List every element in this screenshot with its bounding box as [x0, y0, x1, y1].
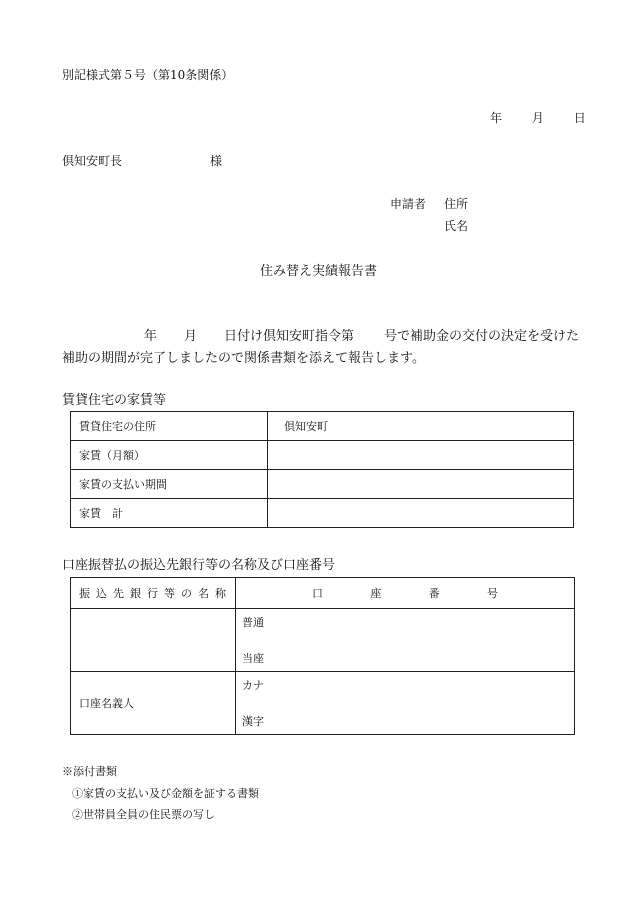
rent-row-label: 家賃（月額） [71, 441, 268, 470]
rent-row-label: 賃貸住宅の住所 [71, 412, 268, 441]
attachment-item: ②世帯員全員の住民票の写し [72, 808, 215, 821]
holder-name-cell [236, 672, 575, 735]
account-type-current: 当座 [242, 652, 264, 665]
honorific: 様 [210, 154, 223, 168]
bank-table [70, 577, 575, 735]
date-line [490, 109, 586, 126]
body-text-part1: 日付け倶知安町指令第 [224, 329, 355, 344]
rent-row [71, 412, 574, 441]
rent-row-value [268, 441, 574, 470]
body-text-line2: 補助の期間が完了しましたので関係書類を添えて報告します。 [62, 351, 425, 366]
rent-row-label: 家賃 計 [71, 499, 268, 528]
rent-row [71, 499, 574, 528]
account-type-ordinary: 普通 [242, 616, 264, 629]
rent-row-label: 家賃の支払い期間 [71, 470, 268, 499]
rent-section-heading: 賃貸住宅の家賃等 [62, 393, 167, 408]
holder-kana-label: カナ [242, 679, 264, 692]
body-month: 月 [184, 329, 198, 344]
account-type-cell [236, 609, 575, 672]
attachment-item: ①家賃の支払い及び金額を証する書類 [72, 787, 259, 800]
rent-row [71, 441, 574, 470]
addressee: 倶知安町長 [62, 154, 123, 168]
bank-header-row [71, 578, 575, 609]
document-title: 住み替え実績報告書 [260, 264, 378, 279]
holder-label: 口座名義人 [71, 672, 236, 735]
date-month: 月 [531, 111, 544, 125]
bank-name-header: 振込先銀行等の名称 [71, 578, 236, 609]
bank-account-row [71, 609, 575, 672]
holder-row [71, 672, 575, 735]
body-text-part2: 号で補助金の交付の決定を受けた [384, 329, 580, 344]
bank-name-cell [71, 609, 236, 672]
date-day: 日 [573, 111, 586, 125]
rent-row-value [268, 499, 574, 528]
rent-row-value: 倶知安町 [268, 412, 574, 441]
name-label: 氏名 [444, 219, 469, 233]
holder-kanji-label: 漢字 [242, 715, 264, 728]
rent-table [70, 411, 574, 528]
rent-row-value [268, 470, 574, 499]
date-year: 年 [490, 111, 503, 125]
rent-row [71, 470, 574, 499]
applicant-label: 申請者 [390, 197, 427, 211]
address-label: 住所 [444, 197, 469, 211]
body-year: 年 [144, 329, 158, 344]
bank-section-heading: 口座振替払の振込先銀行等の名称及び口座番号 [62, 558, 336, 573]
account-number-header: 口 座 番 号 [236, 578, 575, 609]
form-number: 別記様式第５号（第10条関係） [62, 68, 234, 82]
attachments-heading: ※添付書類 [62, 765, 117, 778]
